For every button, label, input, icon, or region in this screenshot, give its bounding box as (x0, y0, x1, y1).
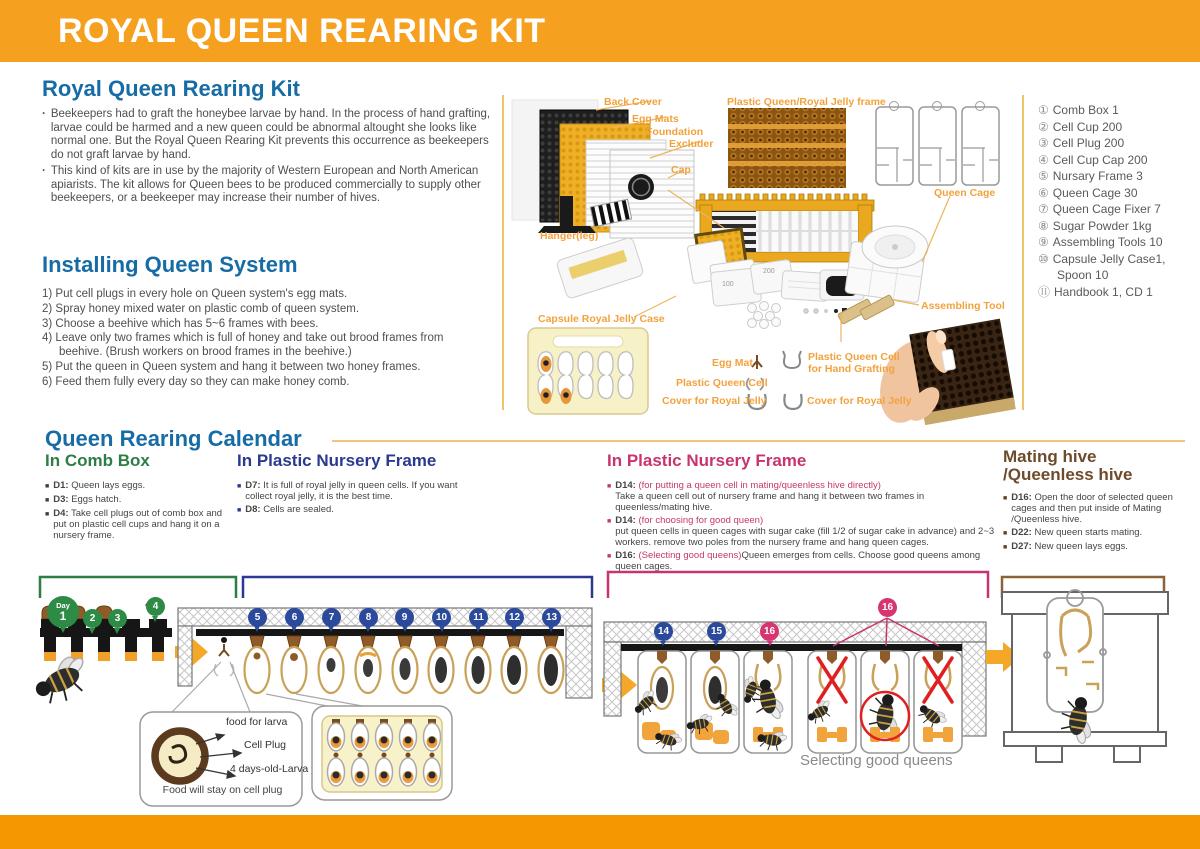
day-badge-12: 12 (505, 608, 524, 627)
install-step: 3) Choose a beehive which has 5~6 frames with bees. (42, 317, 319, 330)
rearing-timeline-diagram (0, 555, 1200, 810)
intro-paragraphs (42, 108, 500, 209)
calendar-title: Queen Rearing Calendar (45, 426, 302, 451)
calendar-item: ■ D3: Eggs hatch. (45, 494, 122, 505)
queen-bee-illustration (28, 648, 97, 710)
egg-mat-glyph (219, 644, 229, 656)
queen-cage-14 (629, 651, 686, 754)
bracket-comb-box (40, 577, 236, 598)
bag-count-200: 200 (763, 268, 775, 275)
cover-royal-jelly-right-icon (784, 394, 801, 409)
calendar-item: ■ D1: Queen lays eggs. (45, 480, 146, 491)
list-item: ① Comb Box 1 (1038, 103, 1119, 117)
nursery-frame-stage (178, 608, 592, 698)
day-badge-9: 9 (395, 608, 414, 627)
mating-hive-drawing (1002, 590, 1168, 762)
calendar-item: ■ D16: Open the door of selected queen cages and then put inside of Mating /Queenless hive. (1003, 492, 1173, 525)
list-item: ④ Cell Cup Cap 200 (1038, 152, 1148, 167)
label-cap: Cap (671, 164, 691, 176)
footer-bar (0, 815, 1200, 849)
list-item: ⑥ Queen Cage 30 (1038, 185, 1138, 200)
day-badge-15: 15 (707, 622, 726, 641)
queen-cage-rejected-2 (914, 651, 962, 753)
egg-mat-icon (752, 355, 762, 369)
day-badge-8: 8 (359, 608, 378, 627)
calendar-item: ■ D22: New queen starts mating. (1003, 527, 1143, 538)
label-cover-right: Cover for Royal Jelly (807, 395, 912, 407)
selecting-queens-caption: Selecting good queens (800, 752, 953, 769)
cell-plug-label: Cell Plug (244, 739, 287, 751)
day-badge-13: 13 (542, 608, 561, 627)
list-item: ③ Cell Plug 200 (1038, 136, 1125, 150)
queen-cage-15 (685, 651, 742, 753)
page-title: ROYAL QUEEN REARING KIT (58, 12, 546, 50)
list-item: ⑪ Handbook 1, CD 1 (1038, 284, 1153, 299)
calendar-title-rule (332, 440, 1185, 442)
list-item: ⑨ Assembling Tools 10 (1038, 235, 1163, 249)
day-badge-10: 10 (432, 608, 451, 627)
list-item: ⑤ Nursary Frame 3 (1038, 169, 1143, 183)
day-badge-14: 14 (654, 622, 673, 641)
label-egg-mats: Egg Mats (632, 113, 679, 125)
calendar-col-comb-box: In Comb Box ■ D1: Queen lays eggs. ■ D3: Eggs hatch. ■ D4: Take cell plugs out of comb box and put on plastic cell cups and hang it on a nursery frame. (45, 452, 230, 543)
list-item: ⑩ Capsule Jelly Case1, Spoon 10 (1038, 251, 1166, 282)
label-excluder: Excluder (669, 138, 714, 150)
divider-right (1022, 95, 1024, 410)
calendar-col-mating-hive: Mating hive /Queenless hive ■ D16: Open the door of selected queen cages and then put inside of Mating /Queenless hive. ■ D22: New queen starts mating. ■ D27: New queen lays eggs. (1003, 448, 1178, 555)
install-step: 5) Put the queen in Queen system and hang it between two honey frames. (42, 360, 421, 373)
intro-bullet: · Beekeepers had to graft the honeybee larvae by hand. In the process of hand grafting, larvae could be harmed and a new queen could be abnormal altought she looks like normal one. But the Royal Queen Rearing Kit prevents this occurrence as beekeepers do not graft larvae by hand. (42, 108, 500, 162)
install-step: 2) Spray honey mixed water on plastic comb of queen system. (42, 302, 360, 315)
day-badge-3: 3 (108, 609, 127, 628)
bracket-nursery-1 (243, 577, 592, 598)
calendar-item: ■ D27: New queen lays eggs. (1003, 541, 1128, 552)
list-item: ⑧ Sugar Powder 1kg (1038, 218, 1152, 233)
list-item: ② Cell Cup 200 (1038, 119, 1123, 134)
calendar-col-nursery-1: In Plastic Nursery Frame ■ D7: It is full of royal jelly in queen cells. If you want collect royal jelly, it is the best time. ■ D8: Cells are sealed. (237, 452, 487, 518)
installing-steps (42, 288, 487, 391)
cell-cap-pile (748, 302, 781, 329)
label-assembling-tool: Assembling Tool (921, 300, 1005, 312)
label-royal-jelly-frame: Plastic Queen/Royal Jelly frame (727, 96, 886, 108)
installing-title: Installing Queen System (42, 252, 298, 277)
day-badge-2: 2 (83, 609, 102, 628)
label-egg-mat: Egg Mat (712, 357, 753, 369)
day-badge-16: 16 (760, 622, 779, 641)
cell-plug-caption: Food will stay on cell plug (162, 784, 283, 796)
queen-cage-16 (737, 651, 792, 753)
install-step: 6) Feed them fully every day so they can make honey comb. (42, 375, 350, 388)
install-step: 1) Put cell plugs in every hole on Queen system's egg mats. (42, 288, 348, 300)
label-capsule-case: Capsule Royal Jelly Case (538, 313, 665, 325)
calendar-item: ■ D14: (for choosing for good queen) put queen cells in queen cages with sugar cake (fill 1/2 of sugar cake in advance) and 2~3 workers. remove two poles from the nursery frame and hang queen cages. (607, 515, 995, 548)
calendar-item: ■ D16: (Selecting good queens)Queen emerges from cells. Choose good queens among queen cages. (607, 550, 981, 572)
day-badge-1: Day 1 (47, 596, 79, 628)
intro-bullet: · This kind of kits are in use by the majority of Western European and North American apiarists. The kit allows for Queen bees to be produced commercially to supply other beekeepers, or a beekeeper may increase their number of hives. (42, 165, 500, 206)
royal-jelly-frame-photo (728, 108, 846, 188)
bag-count-100: 100 (722, 281, 734, 288)
day-badge-11: 11 (469, 608, 488, 627)
food-for-larva-label: food for larva (226, 716, 288, 728)
label-foundation: Foundation (646, 126, 704, 138)
cell-tray-callout (312, 706, 452, 800)
label-cover-left: Cover for Royal Jelly (662, 395, 767, 407)
header-bar (0, 0, 1200, 62)
kit-contents-list (1038, 102, 1198, 300)
queen-cells-row (245, 636, 564, 693)
calendar-item: ■ D8: Cells are sealed. (237, 504, 334, 515)
install-step: 4) Leave only two frames which is full of honey and take out brood frames from beehive. (Brush workers on brood frames in the beehive.) (42, 332, 444, 359)
calendar-item: ■ D4: Take cell plugs out of comb box and put on plastic cell cups and hang it on a nursery frame. (45, 508, 223, 541)
larva-age-label: 4 days-old-Larva (230, 763, 309, 775)
calendar-item: ■ D7: It is full of royal jelly in queen cells. If you want collect royal jelly, it is the best time. (237, 480, 458, 502)
day-badge-6: 6 (285, 608, 304, 627)
queen-cage-drawings (876, 102, 999, 186)
hanger-leg-part (560, 196, 573, 226)
hand-grafting-cell-icon (783, 351, 801, 368)
bracket-nursery-2 (608, 572, 988, 598)
day-badge-4: 4 (146, 597, 165, 616)
divider-left (502, 95, 504, 410)
day-badge-5: 5 (248, 608, 267, 627)
day-badge-7: 7 (322, 608, 341, 627)
day-badge-16-select: 16 (878, 598, 897, 617)
queen-cage-rejected-1 (803, 651, 856, 753)
label-queen-cage: Queen Cage (934, 187, 996, 199)
queen-cage-selected (861, 651, 909, 753)
label-plastic-queen-cell: Plastic Queen Cell (676, 377, 768, 389)
calendar-item: ■ D14: (for putting a queen cell in mating/queenless hive directly) Take a queen cell out of nursery frame and hang it between two frames in queenless/mating hive. (607, 480, 925, 513)
label-hand-grafting: Plastic Queen Cell for Hand Grafting (808, 351, 900, 375)
intro-title: Royal Queen Rearing Kit (42, 76, 300, 101)
label-hanger-leg: Hanger(leg) (540, 230, 599, 242)
capsule-case-drawing (528, 328, 648, 414)
list-item: ⑦ Queen Cage Fixer 7 (1038, 202, 1161, 216)
label-back-cover: Back Cover (604, 96, 662, 108)
calendar-col-nursery-2: In Plastic Nursery Frame ■ D14: (for putting a queen cell in mating/queenless hive directly) Take a queen cell out of nursery frame and hang it between two frames in queenless/mating hive. ■ D14: (for choosing for good queen) put queen cells in queen cages with sugar cake (fill 1/2 of sugar cake in advance) and 2~3 workers. remove two poles from the nursery frame and hang queen cages. ■ D16: (Selecting good queens)Queen emerges from cells. Choose good queens among queen cages. (607, 451, 995, 572)
